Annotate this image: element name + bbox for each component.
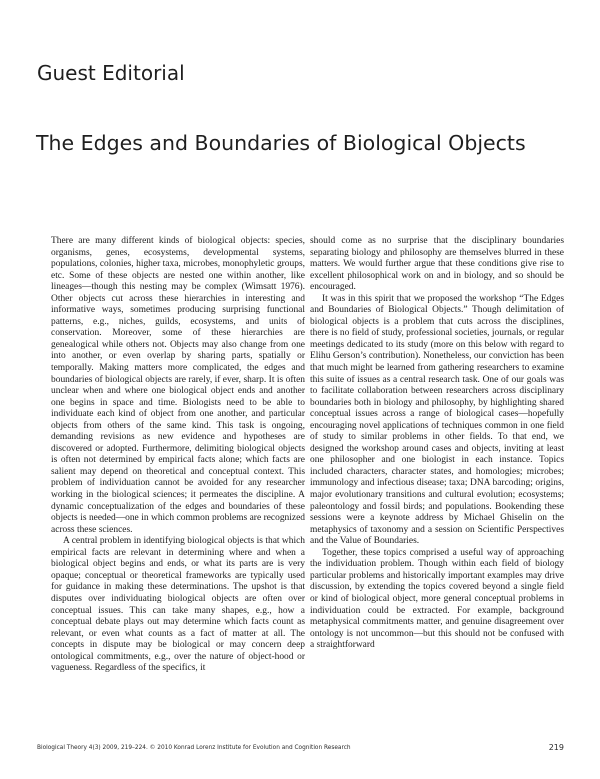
right-paragraph-2: It was in this spirit that we proposed the workshop “The Edges and Boundaries of Biological Objects.” Though delimitation of biological objects is a problem that cuts across the disciplines, there is no field of study, professional societies, journals, or regular meetings dedicated to its study (more on this below with regard to Elihu Gerson’s contribution). Nonetheless, our conviction has been that much might be learned from gathering researchers to examine this suite of issues as a central research task. One of our goals was to facilitate collaboration between researchers across disciplinary boundaries both in biology and philosophy, by highlighting shared conceptual issues across a range of biological cases—hopefully encouraging novel applications of techniques common in one field of study to similar problems in other fields. To that end, we designed the workshop around cases and objects, inviting at least one philosopher and one biologist in each instance. Topics included characters, character states, and homologies; microbes; immunology and infectious disease; taxa; DNA barcoding; origins, major evolutionary transitions and cultural evolution; ecosystems; paleontology and fossil birds; and populations. Bookending these sessions were a keynote address by Michael Ghiselin on the metaphysics of taxonomy and a session on Scientific Perspectives and the Value of Boundaries. xyxy=(310,293,564,547)
section-label: Guest Editorial xyxy=(37,61,185,85)
footer-citation: Biological Theory 4(3) 2009, 219–224. © 2010 Konrad Lorenz Institute for Evolution and Cognition Research xyxy=(37,745,351,751)
right-column xyxy=(310,236,564,652)
page-number: 219 xyxy=(548,743,564,752)
right-paragraph-1: should come as no surprise that the disciplinary boundaries separating biology and philosophy are themselves blurred in these matters. We would further argue that these conditions give rise to excellent philosophical work on and in biology, and so should be encouraged. xyxy=(310,236,564,293)
left-paragraph-2: A central problem in identifying biological objects is that which empirical facts are relevant in determining where and when a biological object begins and ends, or what its parts are is very opaque; conceptual or theoretical frameworks are typically used for guidance in making these determinations. The upshot is that disputes over individuating biological objects are often over conceptual issues. This can take many shapes, e.g., how a conceptual debate plays out may determine which facts count as relevant, or even what counts as a fact of matter at all. The concepts in dispute may be biological or may concern deep ontological commitments, e.g., over the nature of object-hood or vagueness. Regardless of the specifics, it xyxy=(51,536,305,674)
article-title: The Edges and Boundaries of Biological Objects xyxy=(36,131,526,155)
right-paragraph-3: Together, these topics comprised a useful way of approaching the individuation problem. Though within each field of biology particular problems and historically important examples may drive discussion, by extending the topics covered beyond a single field or kind of biological object, more general conceptual problems in individuation could be extracted. For example, background metaphysical commitments matter, and genuine disagreement over ontology is not uncommon—but this should not be confused with a straightforward xyxy=(310,547,564,651)
left-paragraph-1: There are many different kinds of biological objects: species, organisms, genes, ecosystems, developmental systems, populations, colonies, higher taxa, microbes, monophyletic groups, etc. Some of these objects are nested one within another, like lineages—though this nesting may be complex (Wimsatt 1976). Other objects cut across these hierarchies in interesting and informative ways, sometimes producing surprising functional patterns, e.g., niches, guilds, ecosystems, and units of conservation. Moreover, some of these hierarchies are genealogical while others not. Objects may also change from one into another, or even overlap by sharing parts, spatially or temporally. Making matters more complicated, the edges and boundaries of biological objects are rarely, if ever, sharp. It is often unclear when and where one biological object ends and another one begins in space and time. Biologists need to be able to individuate each kind of object from one another, and particular objects from others of the same kind. This task is ongoing, demanding revisions as new evidence and hypotheses are discovered or adopted. Furthermore, delimiting biological objects is often not determined by empirical facts alone; which facts are salient may depend on theoretical and conceptual context. This problem of individuation cannot be avoided for any researcher working in the biological sciences; it permeates the discipline. A dynamic conceptualization of the edges and boundaries of these objects is needed—one in which common problems are recognized across these sciences. xyxy=(51,236,305,535)
left-column xyxy=(51,236,305,675)
